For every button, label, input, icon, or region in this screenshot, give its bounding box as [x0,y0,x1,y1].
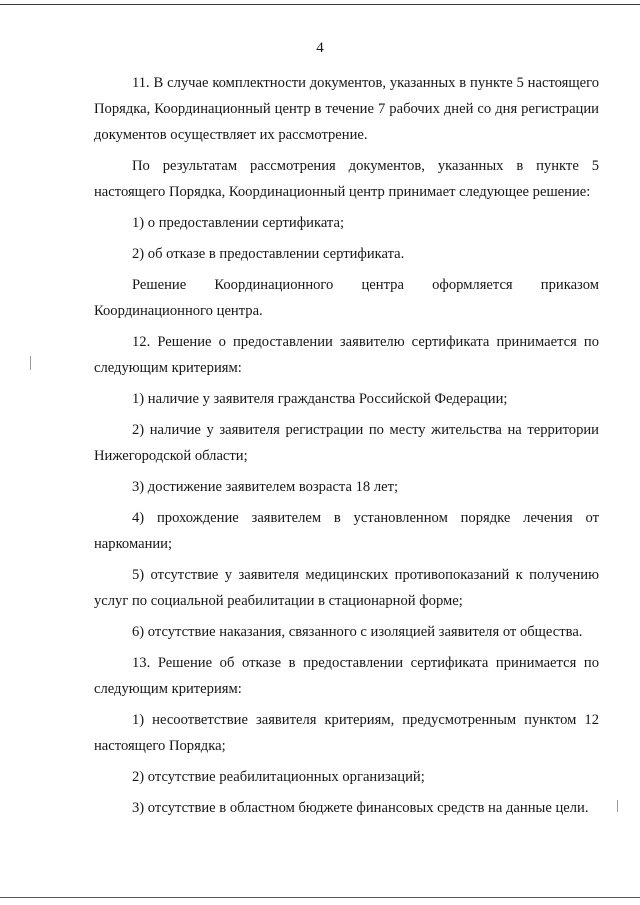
document-body [94,70,599,826]
paragraph-order: Решение Координационного центра оформляется приказом Координационного центра. [94,277,599,319]
list-item: 2) наличие у заявителя регистрации по месту жительства на территории Нижегородской области; [94,422,599,464]
list-item: 2) отсутствие реабилитационных организаций; [132,769,425,785]
list-item: 2) об отказе в предоставлении сертификата. [132,246,405,262]
list-item: 1) наличие у заявителя гражданства Российской Федерации; [132,391,508,407]
list-item: 1) о предоставлении сертификата; [132,215,345,231]
paragraph-decision: По результатам рассмотрения документов, указанных в пункте 5 настоящего Порядка, Координационный центр принимает следующее решение: [94,158,599,200]
paragraph-12: 12. Решение о предоставлении заявителю сертификата принимается по следующим критериям: [94,334,599,376]
list-item: 3) достижение заявителем возраста 18 лет; [132,479,399,495]
paragraph-11: 11. В случае комплектности документов, указанных в пункте 5 настоящего Порядка, Координационный центр в течение 7 рабочих дней со дня регистрации документов осуществляет их рассмотрение. [94,75,599,143]
scan-border-top [0,4,640,5]
list-item: 1) несоответствие заявителя критериям, предусмотренным пунктом 12 настоящего Порядка; [94,712,599,754]
list-item: 5) отсутствие у заявителя медицинских противопоказаний к получению услуг по социальной реабилитации в стационарной форме; [94,567,599,609]
scan-mark-left [30,356,31,370]
list-item: 4) прохождение заявителем в установленном порядке лечения от наркомании; [94,510,599,552]
scan-border-bottom [0,897,640,898]
paragraph-13: 13. Решение об отказе в предоставлении сертификата принимается по следующим критериям: [94,655,599,697]
list-item: 3) отсутствие в областном бюджете финансовых средств на данные цели. [132,800,589,816]
page-number: 4 [316,40,324,56]
scan-mark-right [617,800,618,812]
list-item: 6) отсутствие наказания, связанного с изоляцией заявителя от общества. [132,624,583,640]
